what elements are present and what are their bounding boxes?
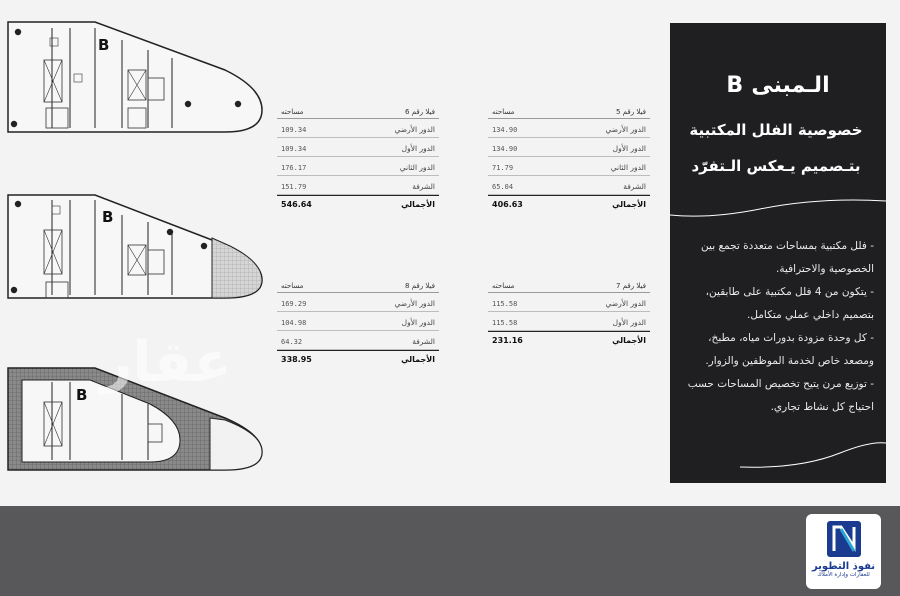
table-row: الدور الأرضي 134.90	[488, 119, 650, 138]
building-letter: B	[102, 208, 114, 226]
table-title: فيلا رقم 7	[616, 282, 646, 290]
table-total: الأجمالي 546.64	[277, 195, 439, 212]
watermark: عقار	[100, 330, 232, 395]
table-row: الشرفة 151.79	[277, 176, 439, 195]
villa-8-table	[277, 280, 439, 367]
table-area-label: مساحته	[281, 282, 304, 290]
company-logo	[806, 514, 881, 589]
table-row: الدور الأرضي 169.29	[277, 293, 439, 312]
villa-5-table	[488, 106, 650, 212]
floor-plan-upper	[8, 22, 262, 132]
table-row: الشرفة 64.32	[277, 331, 439, 350]
bullet-line: احتياج كل نشاط تجاري.	[770, 401, 874, 413]
bullet-line: الخصوصية والاحترافية.	[776, 263, 874, 275]
table-total: الأجمالي 338.95	[277, 350, 439, 367]
table-row: الدور الثاني 176.17	[277, 157, 439, 176]
logo-n-icon	[825, 519, 863, 559]
building-letter: B	[98, 36, 110, 54]
bullet-line: - فلل مكتبية بمساحات متعددة تجمع بين	[701, 240, 874, 252]
table-area-label: مساحته	[492, 108, 515, 116]
table-title: فيلا رقم 8	[405, 282, 435, 290]
table-row: الدور الأول 104.98	[277, 312, 439, 331]
building-letter: B	[76, 386, 88, 404]
bullet-line: - كل وحدة مزودة بدورات مياه، مطبخ،	[708, 332, 874, 344]
table-total: الأجمالي 406.63	[488, 195, 650, 212]
bullet-line: - توزيع مرن يتيح تخصيص المساحات حسب	[687, 378, 874, 390]
footer-bar	[0, 506, 900, 596]
villa-7-table	[488, 280, 650, 348]
panel-subtitle-line1: خصوصية الفلل المكتبية	[689, 121, 863, 139]
table-area-label: مساحته	[492, 282, 515, 290]
table-row: الدور الأول 134.90	[488, 138, 650, 157]
logo-name: نفوذ التطوير	[811, 561, 876, 572]
panel-bullets	[678, 235, 874, 419]
panel-title: الـمبنى B	[726, 73, 830, 98]
table-row: الشرفة 65.04	[488, 176, 650, 195]
bullet-line: بتصميم داخلي عملي متكامل.	[746, 309, 874, 321]
table-total: الأجمالي 231.16	[488, 331, 650, 348]
table-title: فيلا رقم 6	[405, 108, 435, 116]
table-row: الدور الثاني 71.79	[488, 157, 650, 176]
bullet-line: ومصعد خاص لخدمة الموظفين والزوار.	[705, 355, 874, 367]
table-title: فيلا رقم 5	[616, 108, 646, 116]
table-row: الدور الأرضي 115.58	[488, 293, 650, 312]
table-area-label: مساحته	[281, 108, 304, 116]
info-panel	[670, 23, 886, 483]
panel-subtitle-line2: بتـصميم يـعكس الـتفرّد	[691, 157, 861, 175]
table-row: الدور الأول 109.34	[277, 138, 439, 157]
floor-plans	[0, 0, 275, 500]
table-row: الدور الأرضي 109.34	[277, 119, 439, 138]
bullet-line: - يتكون من 4 فلل مكتبية على طابقين،	[705, 286, 874, 298]
floor-plan-ground	[8, 195, 262, 298]
villa-6-table	[277, 106, 439, 212]
table-row: الدور الأول 115.58	[488, 312, 650, 331]
logo-tagline: للعقارات وإدارة الأملاك	[817, 572, 870, 578]
